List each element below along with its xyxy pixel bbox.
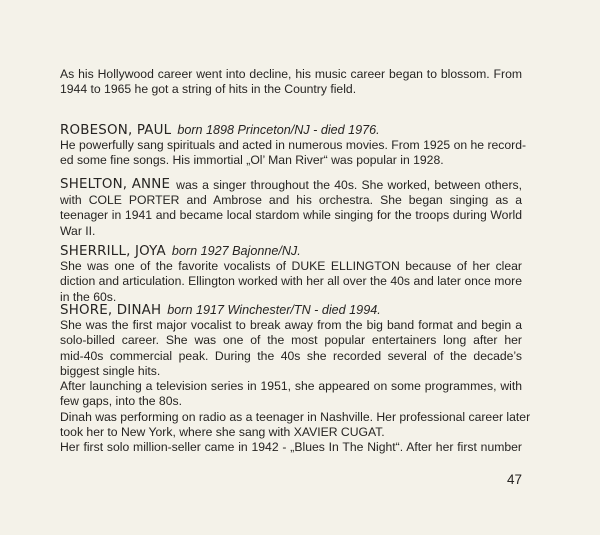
text-line: 1944 to 1965 he got a string of hits in the Country field.: [60, 82, 357, 97]
text-line: mid-40s commercial peak. During the 40s she recorded several of the decade’s: [60, 348, 522, 363]
entry-name: SHORE, DINAH: [60, 303, 162, 318]
text-line: Her first solo million-seller came in 1942 - „Blues In The Night“. After her first number: [60, 440, 522, 455]
text-line: biggest single hits.: [60, 363, 161, 378]
entry-info: born 1917 Winchester/TN - died 1994.: [167, 303, 381, 317]
text-line: with COLE PORTER and Ambrose and his orchestra. She began singing as a: [60, 193, 522, 207]
text-line: solo-billed career. She was one of the most popular entertainers long after her: [60, 333, 522, 348]
text-line: She was the first major vocalist to break away from the big band format and begin a: [60, 318, 522, 332]
entry-sherrill: [60, 242, 522, 305]
entry-name: SHERRILL, JOYA: [60, 244, 166, 259]
intro-paragraph: [60, 67, 522, 98]
entry-name: SHELTON, ANNE: [60, 177, 171, 192]
text-line: War II.: [60, 223, 96, 238]
page-number: 47: [506, 472, 522, 487]
entry-info: born 1898 Princeton/NJ - died 1976.: [177, 123, 380, 137]
text-line: few gaps, into the 80s.: [60, 394, 182, 409]
text-line: took her to New York, where she sang with XAVIER CUGAT.: [60, 425, 385, 440]
text-line: Dinah was performing on radio as a teenager in Nashville. Her professional career later: [60, 409, 531, 424]
entry-robeson: [60, 121, 527, 169]
text-line: diction and articulation. Ellington worked with her all over the 40s and later once more: [60, 274, 522, 289]
text-line: in the 60s.: [60, 289, 117, 304]
text-line: As his Hollywood career went into decline, his music career began to blossom. From: [60, 67, 522, 81]
text-line: She was one of the favorite vocalists of DUKE ELLINGTON because of her clear: [60, 259, 522, 273]
entry-shelton: [60, 176, 522, 239]
text-line: He powerfully sang spirituals and acted in numerous movies. From 1925 on he record-: [60, 138, 527, 152]
text-line: teenager in 1941 and became local stardom while singing for the troops during World: [60, 208, 522, 223]
text-line: After launching a television series in 1951, she appeared on some programmes, with: [60, 379, 522, 394]
entry-info: born 1927 Bajonne/NJ.: [171, 244, 301, 258]
entry-shore: [60, 301, 531, 456]
text-line: was a singer throughout the 40s. She worked, between others,: [176, 178, 522, 192]
entry-name: ROBESON, PAUL: [60, 123, 172, 138]
text-line: ed some fine songs. His immortial „Ol’ Man River“ was popular in 1928.: [60, 153, 444, 168]
